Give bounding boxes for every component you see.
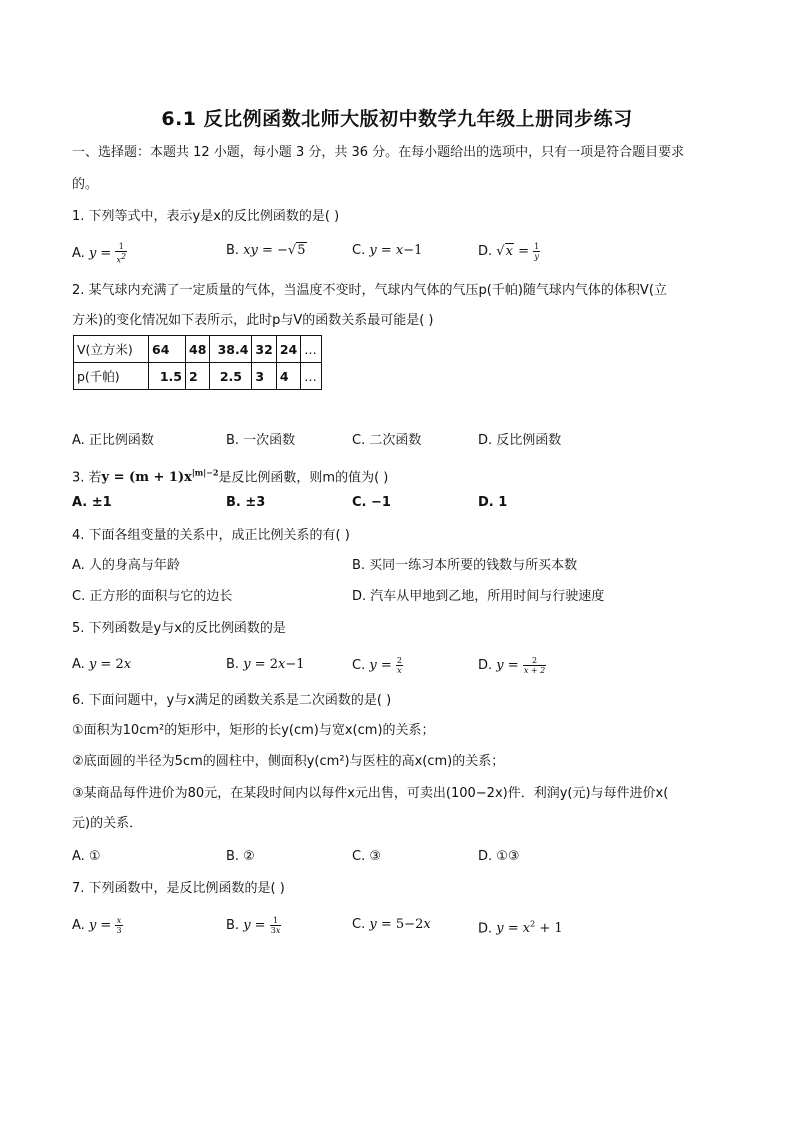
q4-option-c: C. 正方形的面积与它的边长	[72, 589, 233, 604]
q7-option-c	[352, 916, 431, 934]
section-heading-line2: 的。	[72, 177, 99, 192]
q6-option-a: A. ①	[72, 849, 101, 864]
q2-stem-line1: 2. 某气球内充满了一定质量的气体，当温度不变时，气球内气体的气压p(千帕)随气球内气体的体积V(立	[72, 283, 667, 298]
table-cell: 38.4	[210, 336, 252, 363]
table-cell: 32	[252, 336, 276, 363]
table-cell: p(千帕)	[74, 363, 149, 390]
q3-stem-formula: $y = (m + 1)x^{|m|-2}$	[101, 468, 219, 486]
q6-stem: 6. 下面问题中，y与x满足的函数关系是二次函数的是( )	[72, 693, 392, 708]
table-cell: 4	[276, 363, 300, 390]
q1-option-d	[478, 242, 540, 261]
q4-option-d: D. 汽车从甲地到乙地，所用时间与行驶速度	[352, 589, 605, 604]
q2-stem-line2: 方米)的变化情况如下表所示，此时p与V的函数关系最可能是( )	[72, 313, 434, 328]
q5-option-b-label: B.	[226, 657, 240, 672]
q7-option-d	[478, 916, 563, 938]
q1-option-a-formula: y = $\frac{1}{x^2}$	[88, 242, 127, 265]
q3-stem	[72, 464, 388, 487]
q1-option-c	[352, 242, 422, 260]
q7-option-a	[72, 916, 123, 935]
q3-option-b: B. ±3	[226, 495, 266, 510]
q2-data-table	[73, 335, 322, 390]
q5-option-d-formula: y = $\frac{2}{x + 2}$	[496, 656, 546, 675]
q1-stem: 1. 下列等式中，表示y是x的反比例函数的是( )	[72, 209, 340, 224]
q6-option-b: B. ②	[226, 849, 255, 864]
table-cell: 3	[252, 363, 276, 390]
q6-item2: ②底面圆的半径为5cm的圆柱中，侧面积y(cm²)与医柱的高x(cm)的关系；	[72, 754, 505, 769]
q2-option-d: D. 反比例函数	[478, 433, 562, 448]
q7-option-d-formula: $y = x^2 + 1$	[496, 920, 563, 937]
table-cell: 2	[186, 363, 210, 390]
q1-option-c-label: C.	[352, 243, 366, 258]
q7-option-b-label: B.	[226, 918, 240, 933]
table-cell: …	[301, 363, 322, 390]
table-cell: 48	[186, 336, 210, 363]
q5-option-c	[352, 656, 403, 675]
q7-option-b-formula: y = $\frac{1}{3x}$	[243, 916, 281, 935]
table-row	[74, 336, 322, 363]
q1-option-c-formula: y = x−1	[369, 243, 423, 258]
q3-stem-prefix: 3. 若	[72, 470, 102, 486]
q3-option-c: C. −1	[352, 495, 391, 510]
q1-option-b-label: B.	[226, 243, 240, 258]
q5-option-a	[72, 656, 131, 674]
q2-option-c: C. 二次函数	[352, 433, 422, 448]
q5-option-c-label: C.	[352, 658, 366, 673]
q7-option-c-formula: y = 5−2x	[369, 917, 431, 932]
section-heading-line1: 一、选择题：本题共 12 小题，每小题 3 分，共 36 分。在每小题给出的选项中，只有一项是符合题目要求	[72, 145, 685, 160]
q1-option-a-label: A.	[72, 245, 85, 261]
q4-stem: 4. 下面各组变量的关系中，成正比例关系的有( )	[72, 528, 350, 543]
page-title: 6.1 反比例函数北师大版初中数学九年级上册同步练习	[161, 108, 633, 130]
q7-option-a-label: A.	[72, 918, 85, 933]
q7-option-b	[226, 916, 281, 935]
q7-stem: 7. 下列函数中，是反比例函数的是( )	[72, 881, 285, 896]
q1-option-b	[226, 242, 307, 260]
q5-option-a-label: A.	[72, 657, 85, 672]
q3-option-a: A. ±1	[72, 495, 112, 510]
table-cell: 24	[276, 336, 300, 363]
q4-option-b: B. 买同一练习本所要的钱数与所买本数	[352, 558, 578, 573]
q5-option-c-formula: y = $\frac{2}{x}$	[369, 656, 402, 675]
q2-option-b: B. 一次函数	[226, 433, 296, 448]
q5-option-b-formula: y = 2x−1	[243, 657, 305, 672]
q1-option-d-formula: √x = $\frac{1}{y}$	[496, 242, 540, 261]
q7-option-d-label: D.	[478, 921, 493, 937]
q7-option-a-formula: y = $\frac{x}{3}$	[88, 916, 122, 935]
table-cell: 64	[149, 336, 186, 363]
table-cell: 2.5	[210, 363, 252, 390]
q4-option-a: A. 人的身高与年龄	[72, 558, 180, 573]
q1-option-a	[72, 242, 127, 265]
table-cell: …	[301, 336, 322, 363]
q1-option-b-formula: xy = −√5	[243, 243, 306, 258]
q3-option-d: D. 1	[478, 495, 508, 510]
q3-stem-suffix: 是反比例函數，则m的值为( )	[218, 470, 389, 486]
table-cell: V(立方米)	[74, 336, 149, 363]
q5-option-a-formula: y = 2x	[88, 657, 132, 672]
table-row	[74, 363, 322, 390]
q5-option-b	[226, 656, 305, 674]
q6-item3-line2: 元)的关系．	[72, 816, 143, 831]
table-cell: 1.5	[149, 363, 186, 390]
q2-option-a: A. 正比例函数	[72, 433, 154, 448]
q6-option-c: C. ③	[352, 849, 381, 864]
q5-option-d	[478, 656, 546, 675]
q7-option-c-label: C.	[352, 917, 366, 932]
q6-option-d: D. ①③	[478, 849, 520, 864]
q1-option-d-label: D.	[478, 244, 493, 259]
q5-option-d-label: D.	[478, 658, 493, 673]
q5-stem: 5. 下列函数是y与x的反比例函数的是	[72, 621, 286, 636]
q6-item1: ①面积为10cm²的矩形中，矩形的长y(cm)与宽x(cm)的关系；	[72, 723, 435, 738]
q6-item3-line1: ③某商品每件进价为80元，在某段时间内以每件x元出售，可卖出(100−2x)件．利润y(元)与每件进价x(	[72, 786, 669, 801]
